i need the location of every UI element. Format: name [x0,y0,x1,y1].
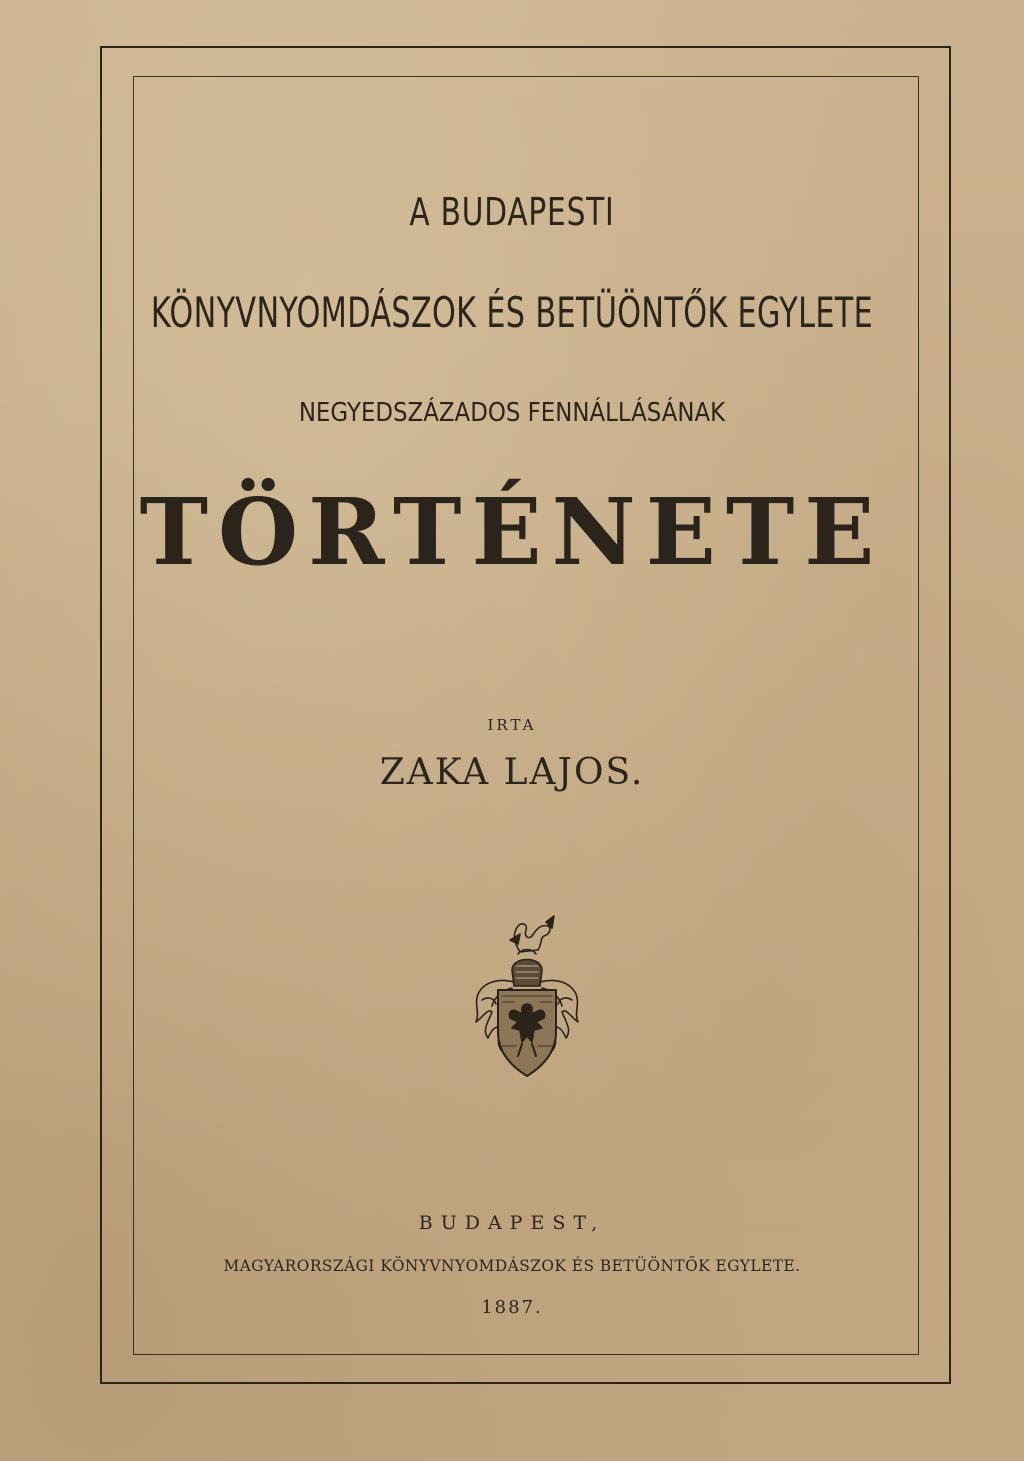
title-line-society: KÖNYVNYOMDÁSZOK ÉS BETÜÖNTŐK EGYLETE [150,288,874,337]
publication-place: BUDAPEST, [418,1212,606,1234]
publication-year: 1887. [481,1297,543,1318]
coat-of-arms-icon [462,912,592,1088]
title-line-budapesti: A BUDAPESTI [409,190,615,234]
byline-label: IRTA [487,716,537,734]
publisher-name: MAGYARORSZÁGI KÖNYVNYOMDÁSZOK ÉS BETÜÖNTŐK EGYLETE. [223,1256,801,1275]
main-title: TÖRTÉNETE [139,478,885,586]
author-name: ZAKA LAJOS. [379,752,645,793]
title-line-quarter-century: NEGYEDSZÁZADOS FENNÁLLÁSÁNAK [298,398,726,428]
